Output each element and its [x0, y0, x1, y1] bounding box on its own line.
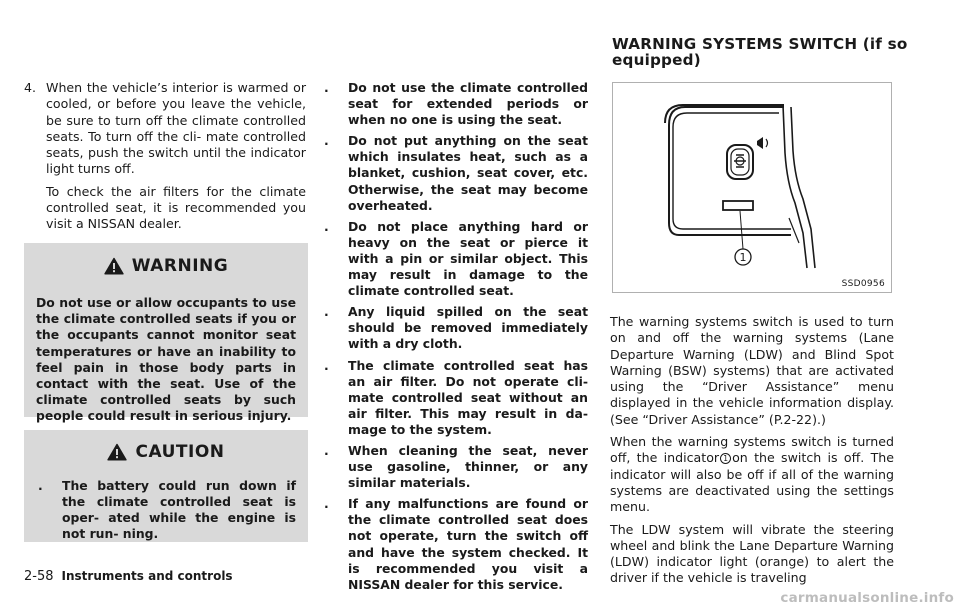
page-number: 2-58	[24, 569, 54, 584]
warning-triangle-icon	[104, 257, 124, 275]
column-middle	[322, 80, 588, 593]
list-item-text: If any malfunctions are found or the climate controlled seat does not operate, turn the switch off and have the system checked. It is recommended you visit a NISSAN dealer for this service.	[348, 496, 588, 592]
list-item-text: When cleaning the seat, never use gasoline, thinner, or any similar materials.	[348, 442, 588, 491]
warning-header	[24, 254, 308, 278]
list-item	[322, 219, 588, 299]
paragraph-2-part-a: When the warning systems switch is turned off, the indicator	[610, 434, 894, 466]
caution-item-text: The battery could run down if the climate controlled seat is oper- ated while the engine is not run- ning.	[62, 478, 296, 542]
list-item-text: Do not use the climate controlled seat for extended periods or when no one is using the seat.	[348, 80, 588, 128]
list-item	[322, 80, 588, 128]
list-item-text: Do not place anything hard or heavy on the seat or pierce it with a pin or similar object. This may result in damage to the climate controlled seat.	[348, 218, 588, 299]
bullet: .	[324, 357, 329, 373]
warning-title: WARNING	[131, 256, 229, 276]
item-paragraph-1: When the vehicle’s interior is warmed or cooled, or before you leave the vehicle, be sure to turn off the climate controlled seats. To turn off the cli- mate controlled seats, push the switch until the indicator light turns off.	[46, 80, 306, 177]
caution-header	[24, 440, 308, 464]
list-item	[322, 358, 588, 438]
column-left	[24, 80, 306, 233]
warning-text: Do not use or allow occupants to use the climate controlled seats if you or the occupants cannot monitor seat temperatures or have an inability to feel pain in those body parts in contact with the seat. Use of the climate controlled seats by such people could result in serious injury.	[36, 295, 296, 424]
warning-box	[24, 243, 308, 424]
dashboard-switch-diagram	[613, 83, 893, 294]
section-heading: WARNING SYSTEMS SWITCH (if so equipped)	[612, 35, 908, 69]
numbered-item-4	[24, 80, 306, 233]
bullet: .	[324, 442, 329, 458]
paragraph-2	[610, 434, 894, 515]
bullet: .	[38, 478, 43, 493]
switch-illustration	[612, 82, 892, 293]
watermark: carmanualsonline.info	[780, 590, 954, 606]
caution-title: CAUTION	[135, 442, 225, 462]
list-item-text: Do not put anything on the seat which insulates heat, such as a blanket, cushion, seat cover, etc. Otherwise, the seat may become overheated.	[348, 133, 588, 213]
caution-continued-list	[322, 80, 588, 593]
page-footer	[24, 569, 233, 584]
list-item-text: Any liquid spilled on the seat should be removed immediately with a dry cloth.	[348, 304, 588, 352]
paragraph-2-part-b: on the switch is off. The indicator will also be off if all of the warning systems are deactivated using the settings menu.	[610, 450, 894, 515]
caution-triangle-icon	[107, 443, 127, 461]
paragraph-1: The warning systems switch is used to turn on and off the warning systems (Lane Departure Warning (LDW) and Blind Spot Warning (BSW) systems) that are activated using the “Driver Assistance” menu displayed in the vehicle information display. (See “Driver Assistance” (P.2-22).)	[610, 314, 894, 427]
caution-list	[36, 478, 296, 542]
list-item-text: The climate controlled seat has an air filter. Do not operate cli- mate controlled seat without an air filter. This may result in da- mage to the system.	[348, 357, 588, 437]
list-item	[322, 496, 588, 593]
list-item	[322, 443, 588, 491]
list-item	[322, 133, 588, 213]
paragraph-3: The LDW system will vibrate the steering wheel and blink the Lane Departure Warning (LDW) indicator light (orange) to alert the driver if the vehicle is traveling	[610, 521, 894, 586]
bullet: .	[324, 80, 329, 95]
chapter-title: Instruments and controls	[61, 569, 233, 583]
item-number: 4.	[24, 80, 37, 95]
item-paragraph-2: To check the air filters for the climate controlled seat, it is recommended you visit a NISSAN dealer.	[46, 183, 306, 232]
bullet: .	[324, 218, 329, 234]
figure-code: SSD0956	[841, 279, 885, 289]
caution-item	[36, 478, 296, 542]
caution-box	[24, 430, 308, 542]
figure-callout-1: 1	[739, 251, 747, 264]
bullet: .	[324, 133, 329, 149]
bullet: .	[324, 496, 329, 512]
column-right	[610, 314, 894, 587]
indicator-callout-1: 1	[720, 453, 731, 464]
bullet: .	[324, 304, 329, 320]
list-item	[322, 304, 588, 352]
